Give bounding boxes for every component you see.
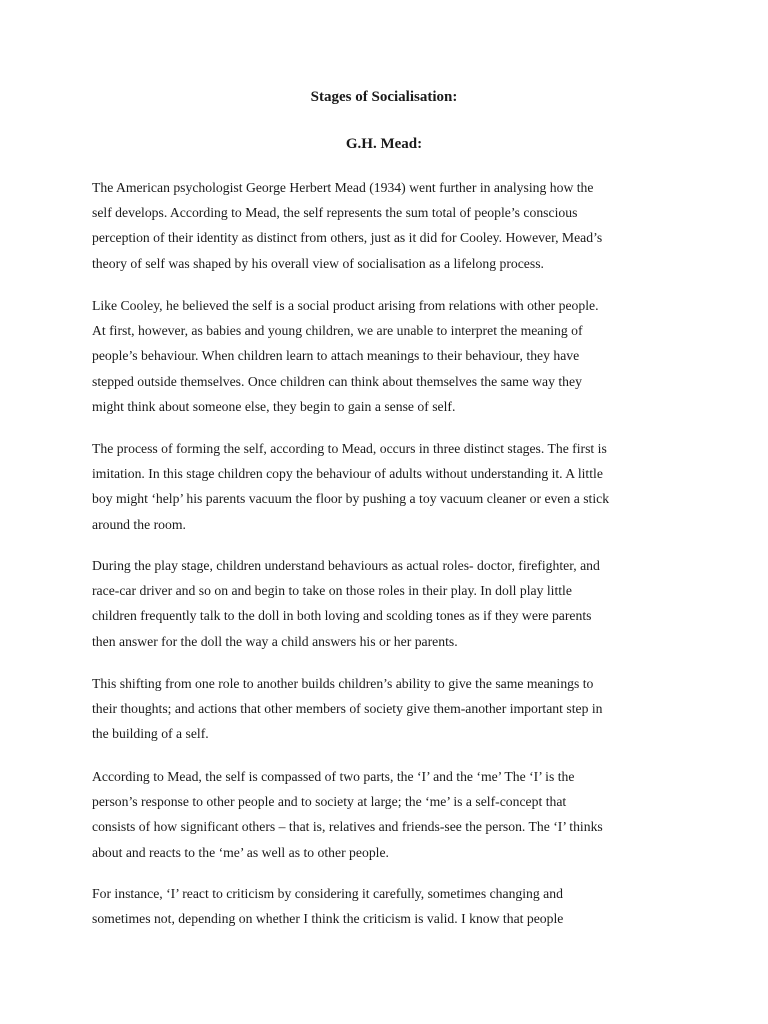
paragraph [92, 175, 682, 276]
text-line: The American psychologist George Herbert Mead (1934) went further in analysing how the [92, 180, 594, 195]
text-line: At first, however, as babies and young children, we are unable to interpret the meaning of [92, 323, 583, 339]
text-line: For instance, ‘I’ react to criticism by considering it carefully, sometimes changing and [92, 886, 563, 901]
text-line: This shifting from one role to another builds children’s ability to give the same meanings to [92, 676, 594, 691]
text-line: the building of a self. [92, 726, 209, 742]
text-line: perception of their identity as distinct from others, just as it did for Cooley. However, Mead’s [92, 230, 603, 246]
text-line: boy might ‘help’ his parents vacuum the floor by pushing a toy vacuum cleaner or even a stick [92, 491, 610, 507]
text-line: consists of how significant others – that is, relatives and friends-see the person. The ‘I’ thinks [92, 819, 603, 835]
text-line: theory of self was shaped by his overall view of socialisation as a lifelong process. [92, 255, 544, 271]
paragraph [92, 881, 682, 931]
text-line: The process of forming the self, according to Mead, occurs in three distinct stages. The first is [92, 441, 607, 456]
text-line: imitation. In this stage children copy the behaviour of adults without understanding it. A little [92, 466, 603, 482]
document-subtitle: G.H. Mead: [345, 136, 423, 152]
text-line: about and reacts to the ‘me’ as well as to other people. [92, 844, 389, 860]
text-line: stepped outside themselves. Once children can think about themselves the same way they [92, 373, 582, 389]
text-line: self develops. According to Mead, the self represents the sum total of people’s conscious [92, 205, 578, 221]
text-line: around the room. [92, 516, 186, 532]
paragraph [92, 553, 682, 654]
document-title: Stages of Socialisation: [310, 89, 458, 105]
text-line: According to Mead, the self is compassed of two parts, the ‘I’ and the ‘me’ The ‘I’ is the [92, 769, 575, 784]
paragraph [92, 436, 682, 537]
paragraph [92, 764, 682, 865]
text-line: person’s response to other people and to society at large; the ‘me’ is a self-concept that [92, 794, 567, 810]
text-line: children frequently talk to the doll in both loving and scolding tones as if they were parents [92, 608, 592, 624]
text-line: then answer for the doll the way a child answers his or her parents. [92, 633, 458, 649]
text-line: race-car driver and so on and begin to take on those roles in their play. In doll play little [92, 583, 572, 599]
paragraph [92, 671, 682, 747]
text-line: Like Cooley, he believed the self is a social product arising from relations with other people. [92, 298, 599, 313]
text-line: their thoughts; and actions that other members of society give them-another important step in [92, 701, 603, 717]
paragraph [92, 293, 682, 419]
text-line: people’s behaviour. When children learn to attach meanings to their behaviour, they have [92, 348, 580, 364]
text-line: During the play stage, children understand behaviours as actual roles- doctor, firefighter, and [92, 558, 600, 573]
text-line: sometimes not, depending on whether I think the criticism is valid. I know that people [92, 911, 564, 927]
text-line: might think about someone else, they begin to gain a sense of self. [92, 398, 456, 414]
